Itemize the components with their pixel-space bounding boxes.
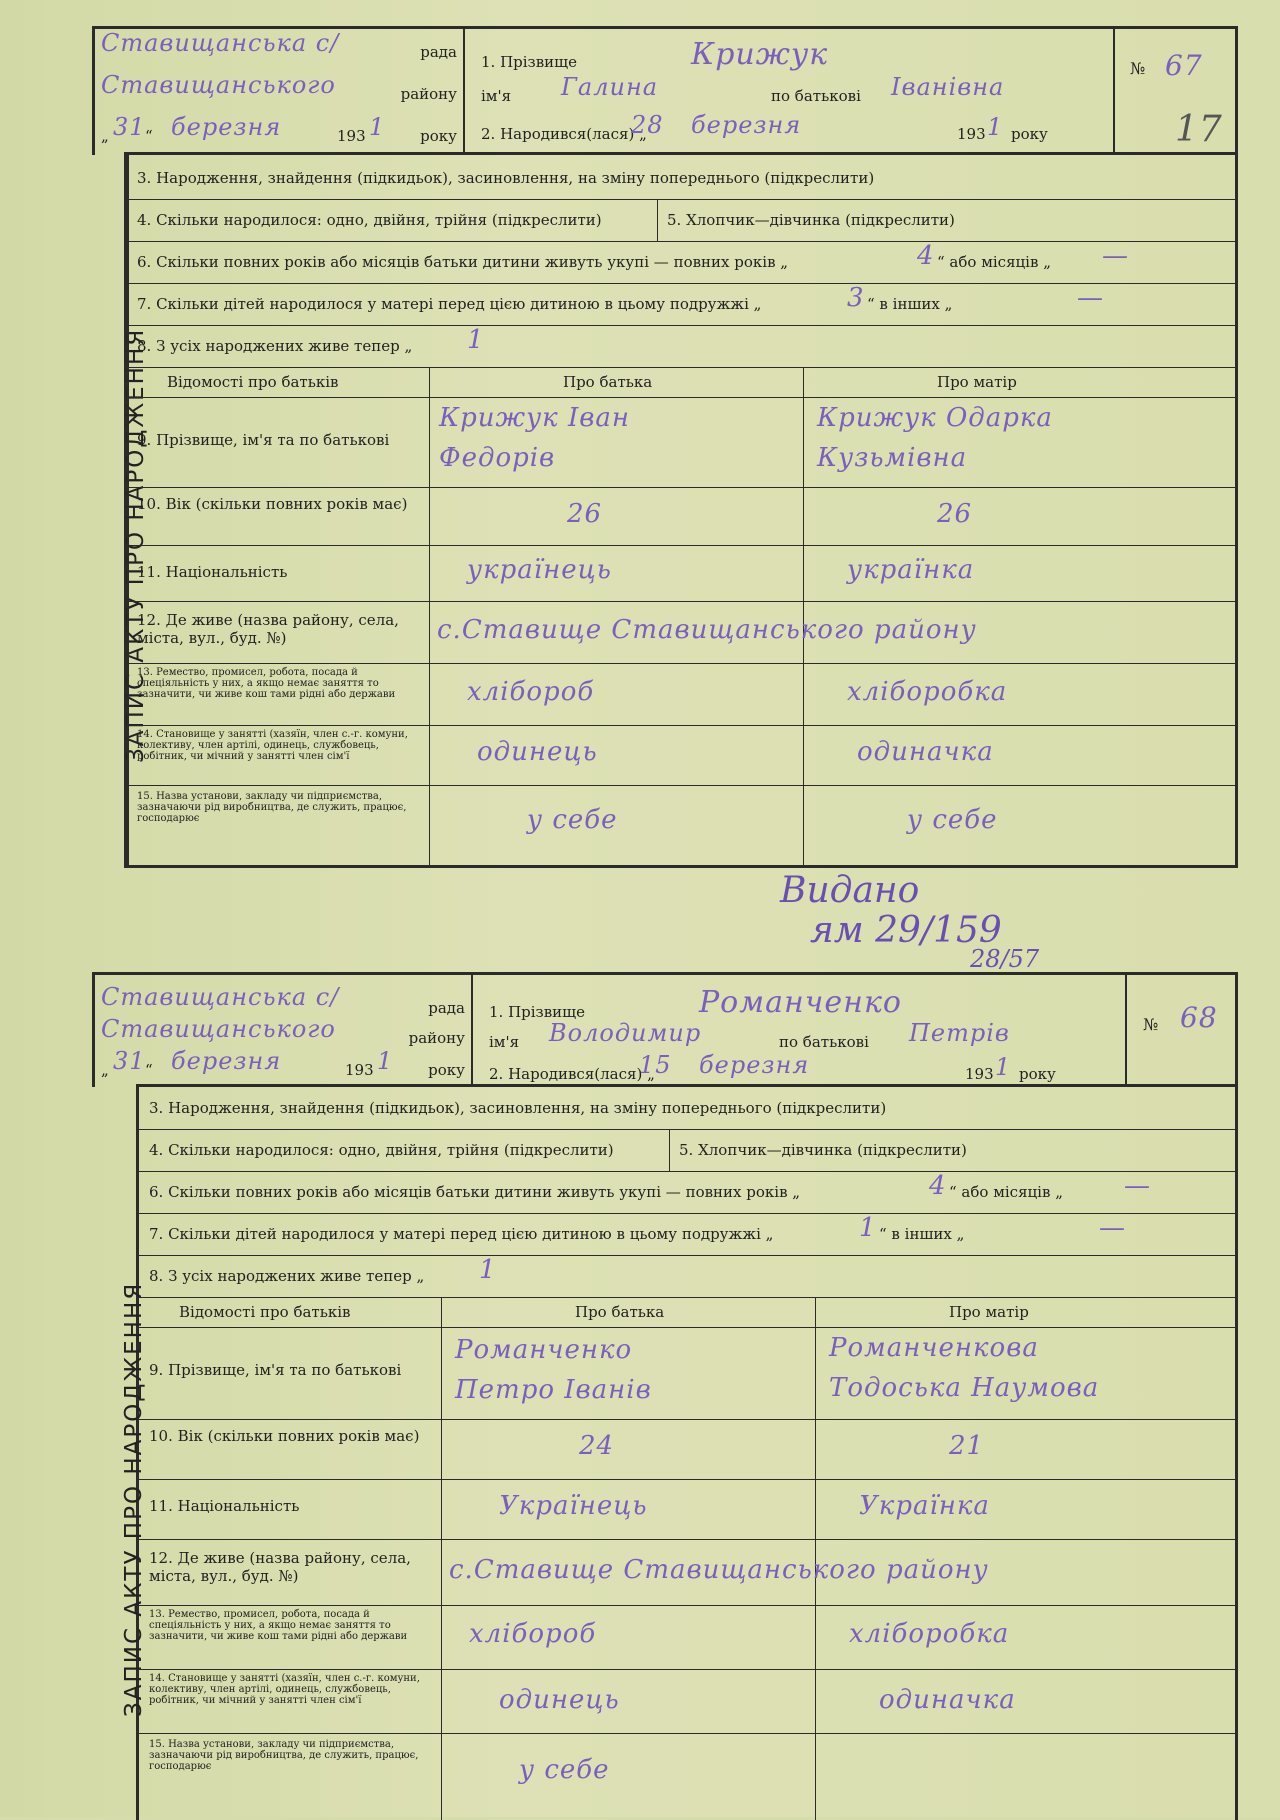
children-before: 3 xyxy=(847,283,865,313)
father-workplace: у себе xyxy=(519,1755,610,1785)
father-status: одинець xyxy=(477,737,598,767)
q11-label: 11. Національність xyxy=(149,1497,300,1515)
children-other: — xyxy=(1077,283,1104,313)
child-surname: Романченко xyxy=(699,985,902,1020)
q15-label: 15. Назва установи, закладу чи підприємства, зазначаючи рід виробництва, де служить, працює, господарює xyxy=(137,791,407,824)
q14-label: 14. Становище у занятті (хазяїн, член с.-г. комуни, колективу, член артілі, одинець, службовець, робітник, чи мічний у занятті член сім'ї xyxy=(137,729,408,762)
reg-day: 31 xyxy=(113,113,146,141)
child-name: Галина xyxy=(561,73,659,101)
children-alive: 1 xyxy=(467,325,485,355)
hdr-father: Про батька xyxy=(575,1303,665,1321)
child-patronymic: Іванівна xyxy=(891,73,1005,101)
roku-label: року xyxy=(420,127,457,145)
years-together: 4 xyxy=(929,1171,947,1201)
mother-status: одиначка xyxy=(879,1685,1016,1715)
mother-workplace: у себе xyxy=(907,805,998,835)
mother-nationality: Українка xyxy=(859,1491,990,1521)
born-roku: року xyxy=(1019,1065,1056,1083)
hdr-mother: Про матір xyxy=(937,373,1017,391)
row-q4 xyxy=(127,199,1235,242)
rayon-label: району xyxy=(400,85,457,103)
father-name-2: Петро Іванів xyxy=(455,1375,652,1405)
side-title: ЗАПИС АКТУ ПРО НАРОДЖЕННЯ xyxy=(121,1281,147,1717)
born-year-prefix: 193 xyxy=(957,125,986,143)
birth-record-1 xyxy=(0,0,1280,870)
year-prefix: 193 xyxy=(345,1061,374,1079)
year-prefix: 193 xyxy=(337,127,366,145)
rada-label: рада xyxy=(428,999,465,1017)
roku-label: року xyxy=(428,1061,465,1079)
mother-name-2: Тодоська Наумова xyxy=(829,1373,1100,1403)
surname-label: 1. Прізвище xyxy=(481,53,578,71)
q11-label: 11. Національність xyxy=(137,563,288,581)
name-label: ім'я xyxy=(489,1033,520,1051)
q7-label: 7. Скільки дітей народилося у матері перед цією дитиною в цьому подружжі „ xyxy=(149,1225,774,1243)
rayon-label: району xyxy=(408,1029,465,1047)
mother-name-1: Крижук Одарка xyxy=(817,403,1053,433)
rada-value: Ставищанська с/ xyxy=(101,29,340,57)
years-together: 4 xyxy=(917,241,935,271)
reg-month: березня xyxy=(171,1047,282,1075)
reg-day: 31 xyxy=(113,1047,146,1075)
father-age: 26 xyxy=(567,499,603,529)
father-occupation: хлібороб xyxy=(469,1619,597,1649)
q15-label: 15. Назва установи, закладу чи підприємства, зазначаючи рід виробництва, де служить, працює, господарює xyxy=(149,1739,419,1772)
rayon-value: Ставищанського xyxy=(101,71,336,99)
father-name-1: Романченко xyxy=(455,1335,633,1365)
q5-label: 5. Хлопчик—дівчинка (підкреслити) xyxy=(667,211,955,229)
q10-label: 10. Вік (скільки повних років має) xyxy=(149,1427,420,1445)
number-label: № xyxy=(1130,59,1146,78)
name-label: ім'я xyxy=(481,87,512,105)
birth-year: 1 xyxy=(987,113,1004,141)
father-residence: с.Ставище Ставищанського району xyxy=(449,1555,989,1585)
rada-block: Ставищанська с/ рада Ставищанського району „ 31 “ березня 193 1 року xyxy=(95,975,473,1087)
mother-age: 21 xyxy=(949,1431,985,1461)
record-table xyxy=(124,152,1238,868)
issued-date: 28/57 xyxy=(970,945,1040,973)
rayon-value: Ставищанського xyxy=(101,1015,336,1043)
birth-month: березня xyxy=(699,1051,810,1079)
rada-block: Ставищанська с/ рада Ставищанського району „ 31 “ березня 193 1 року xyxy=(95,29,465,155)
q12-label: 12. Де живе (назва району, села, міста, вул., буд. №) xyxy=(137,611,399,647)
birth-month: березня xyxy=(691,111,802,139)
q7-label: 7. Скільки дітей народилося у матері перед цією дитиною в цьому подружжі „ xyxy=(137,295,762,313)
issued-note: Видано xyxy=(780,870,920,911)
mother-status: одиначка xyxy=(857,737,994,767)
born-roku: року xyxy=(1011,125,1048,143)
q3-label: 3. Народження, знайдення (підкидьок), засиновлення, на зміну попереднього (підкреслити) xyxy=(149,1099,887,1117)
mother-occupation: хліборобка xyxy=(847,677,1008,707)
reg-year: 1 xyxy=(377,1047,394,1075)
record-header xyxy=(92,26,1238,155)
row-q8 xyxy=(127,325,1235,368)
birth-day: 15 xyxy=(639,1051,672,1079)
father-residence: с.Ставище Ставищанського району xyxy=(437,615,977,645)
q8-label: 8. З усіх народжених живе тепер „ xyxy=(137,337,413,355)
born-label: 2. Народився(лася) „ xyxy=(481,125,647,143)
reg-year: 1 xyxy=(369,113,386,141)
q9-label: 9. Прізвище, ім'я та по батькові xyxy=(137,431,390,449)
father-occupation: хлібороб xyxy=(467,677,595,707)
mother-name-1: Романченкова xyxy=(829,1333,1039,1363)
q6-label: 6. Скільки повних років або місяців батьки дитини живуть укупі — повних років „ xyxy=(137,253,789,271)
q4-label: 4. Скільки народилося: одно, двійня, трійня (підкреслити) xyxy=(137,211,602,229)
father-nationality: українець xyxy=(467,555,612,585)
q6-label: 6. Скільки повних років або місяців батьки дитини живуть укупі — повних років „ xyxy=(149,1183,801,1201)
q13-label: 13. Ремество, промисел, робота, посада й спеціяльність у них, а якщо немає заняття то зазначити, чи живе кош тами рідні або держави xyxy=(137,667,396,700)
parents-grid xyxy=(127,367,1235,865)
q7b-label: “ в інших „ xyxy=(867,295,953,313)
surname-label: 1. Прізвище xyxy=(489,1003,586,1021)
mother-age: 26 xyxy=(937,499,973,529)
hdr-father: Про батька xyxy=(563,373,653,391)
birth-record-2 xyxy=(0,960,1280,1817)
birth-day: 28 xyxy=(631,111,664,139)
father-name-2: Федорів xyxy=(439,443,556,473)
months-together: — xyxy=(1102,241,1129,271)
born-year-prefix: 193 xyxy=(965,1065,994,1083)
children-alive: 1 xyxy=(479,1255,497,1285)
record-table xyxy=(121,1084,1238,1820)
q5-label: 5. Хлопчик—дівчинка (підкреслити) xyxy=(679,1141,967,1159)
q14-label: 14. Становище у занятті (хазяїн, член с.-г. комуни, колективу, член артілі, одинець, службовець, робітник, чи мічний у занятті член сім'ї xyxy=(149,1673,420,1706)
mother-occupation: хліборобка xyxy=(849,1619,1010,1649)
q3-label: 3. Народження, знайдення (підкидьок), засиновлення, на зміну попереднього (підкреслити) xyxy=(137,169,875,187)
q4-divider xyxy=(669,1129,670,1171)
mother-name-2: Кузьмівна xyxy=(817,443,968,473)
father-workplace: у себе xyxy=(527,805,618,835)
father-name-1: Крижук Іван xyxy=(439,403,630,433)
row-q3 xyxy=(127,155,1235,200)
q6b-label: “ або місяців „ xyxy=(949,1183,1063,1201)
father-status: одинець xyxy=(499,1685,620,1715)
q13-label: 13. Ремество, промисел, робота, посада й спеціяльність у них, а якщо немає заняття то зазначити, чи живе кош тами рідні або держави xyxy=(149,1609,408,1642)
children-before: 1 xyxy=(859,1213,877,1243)
side-title: ЗАПИС АКТУ ПРО НАРОДЖЕННЯ xyxy=(123,327,149,763)
child-name-block xyxy=(463,29,1115,155)
row-q6 xyxy=(127,241,1235,284)
row-q7 xyxy=(127,283,1235,326)
months-together: — xyxy=(1124,1171,1151,1201)
born-label: 2. Народився(лася) „ xyxy=(489,1065,655,1083)
q10-label: 10. Вік (скільки повних років має) xyxy=(137,495,408,513)
record-number: 67 xyxy=(1165,49,1203,82)
child-name: Володимир xyxy=(549,1019,702,1047)
hdr-mother: Про матір xyxy=(949,1303,1029,1321)
patronymic-label: по батькові xyxy=(771,87,861,105)
hdr-info: Відомості про батьків xyxy=(179,1303,351,1321)
child-name-block xyxy=(471,975,1127,1087)
record-number-alt: 17 xyxy=(1175,109,1223,150)
rada-label: рада xyxy=(420,43,457,61)
q6b-label: “ або місяців „ xyxy=(937,253,1051,271)
issued-number: ям 29/159 xyxy=(810,910,1002,951)
father-nationality: Українець xyxy=(499,1491,648,1521)
q4-label: 4. Скільки народилося: одно, двійня, трійня (підкреслити) xyxy=(149,1141,614,1159)
mother-nationality: українка xyxy=(847,555,975,585)
parents-grid xyxy=(139,1297,1235,1820)
record-number: 68 xyxy=(1180,1001,1218,1034)
number-label: № xyxy=(1143,1015,1159,1034)
hdr-info: Відомості про батьків xyxy=(167,373,339,391)
q4-divider xyxy=(657,199,658,241)
birth-year: 1 xyxy=(995,1053,1012,1081)
record-header xyxy=(92,972,1238,1087)
children-other: — xyxy=(1099,1213,1126,1243)
q9-label: 9. Прізвище, ім'я та по батькові xyxy=(149,1361,402,1379)
reg-month: березня xyxy=(171,113,282,141)
rada-value: Ставищанська с/ xyxy=(101,983,340,1011)
patronymic-label: по батькові xyxy=(779,1033,869,1051)
child-patronymic: Петрів xyxy=(909,1019,1010,1047)
q12-label: 12. Де живе (назва району, села, міста, вул., буд. №) xyxy=(149,1549,411,1585)
child-surname: Крижук xyxy=(691,37,829,72)
father-age: 24 xyxy=(579,1431,615,1461)
q8-label: 8. З усіх народжених живе тепер „ xyxy=(149,1267,425,1285)
q7b-label: “ в інших „ xyxy=(879,1225,965,1243)
